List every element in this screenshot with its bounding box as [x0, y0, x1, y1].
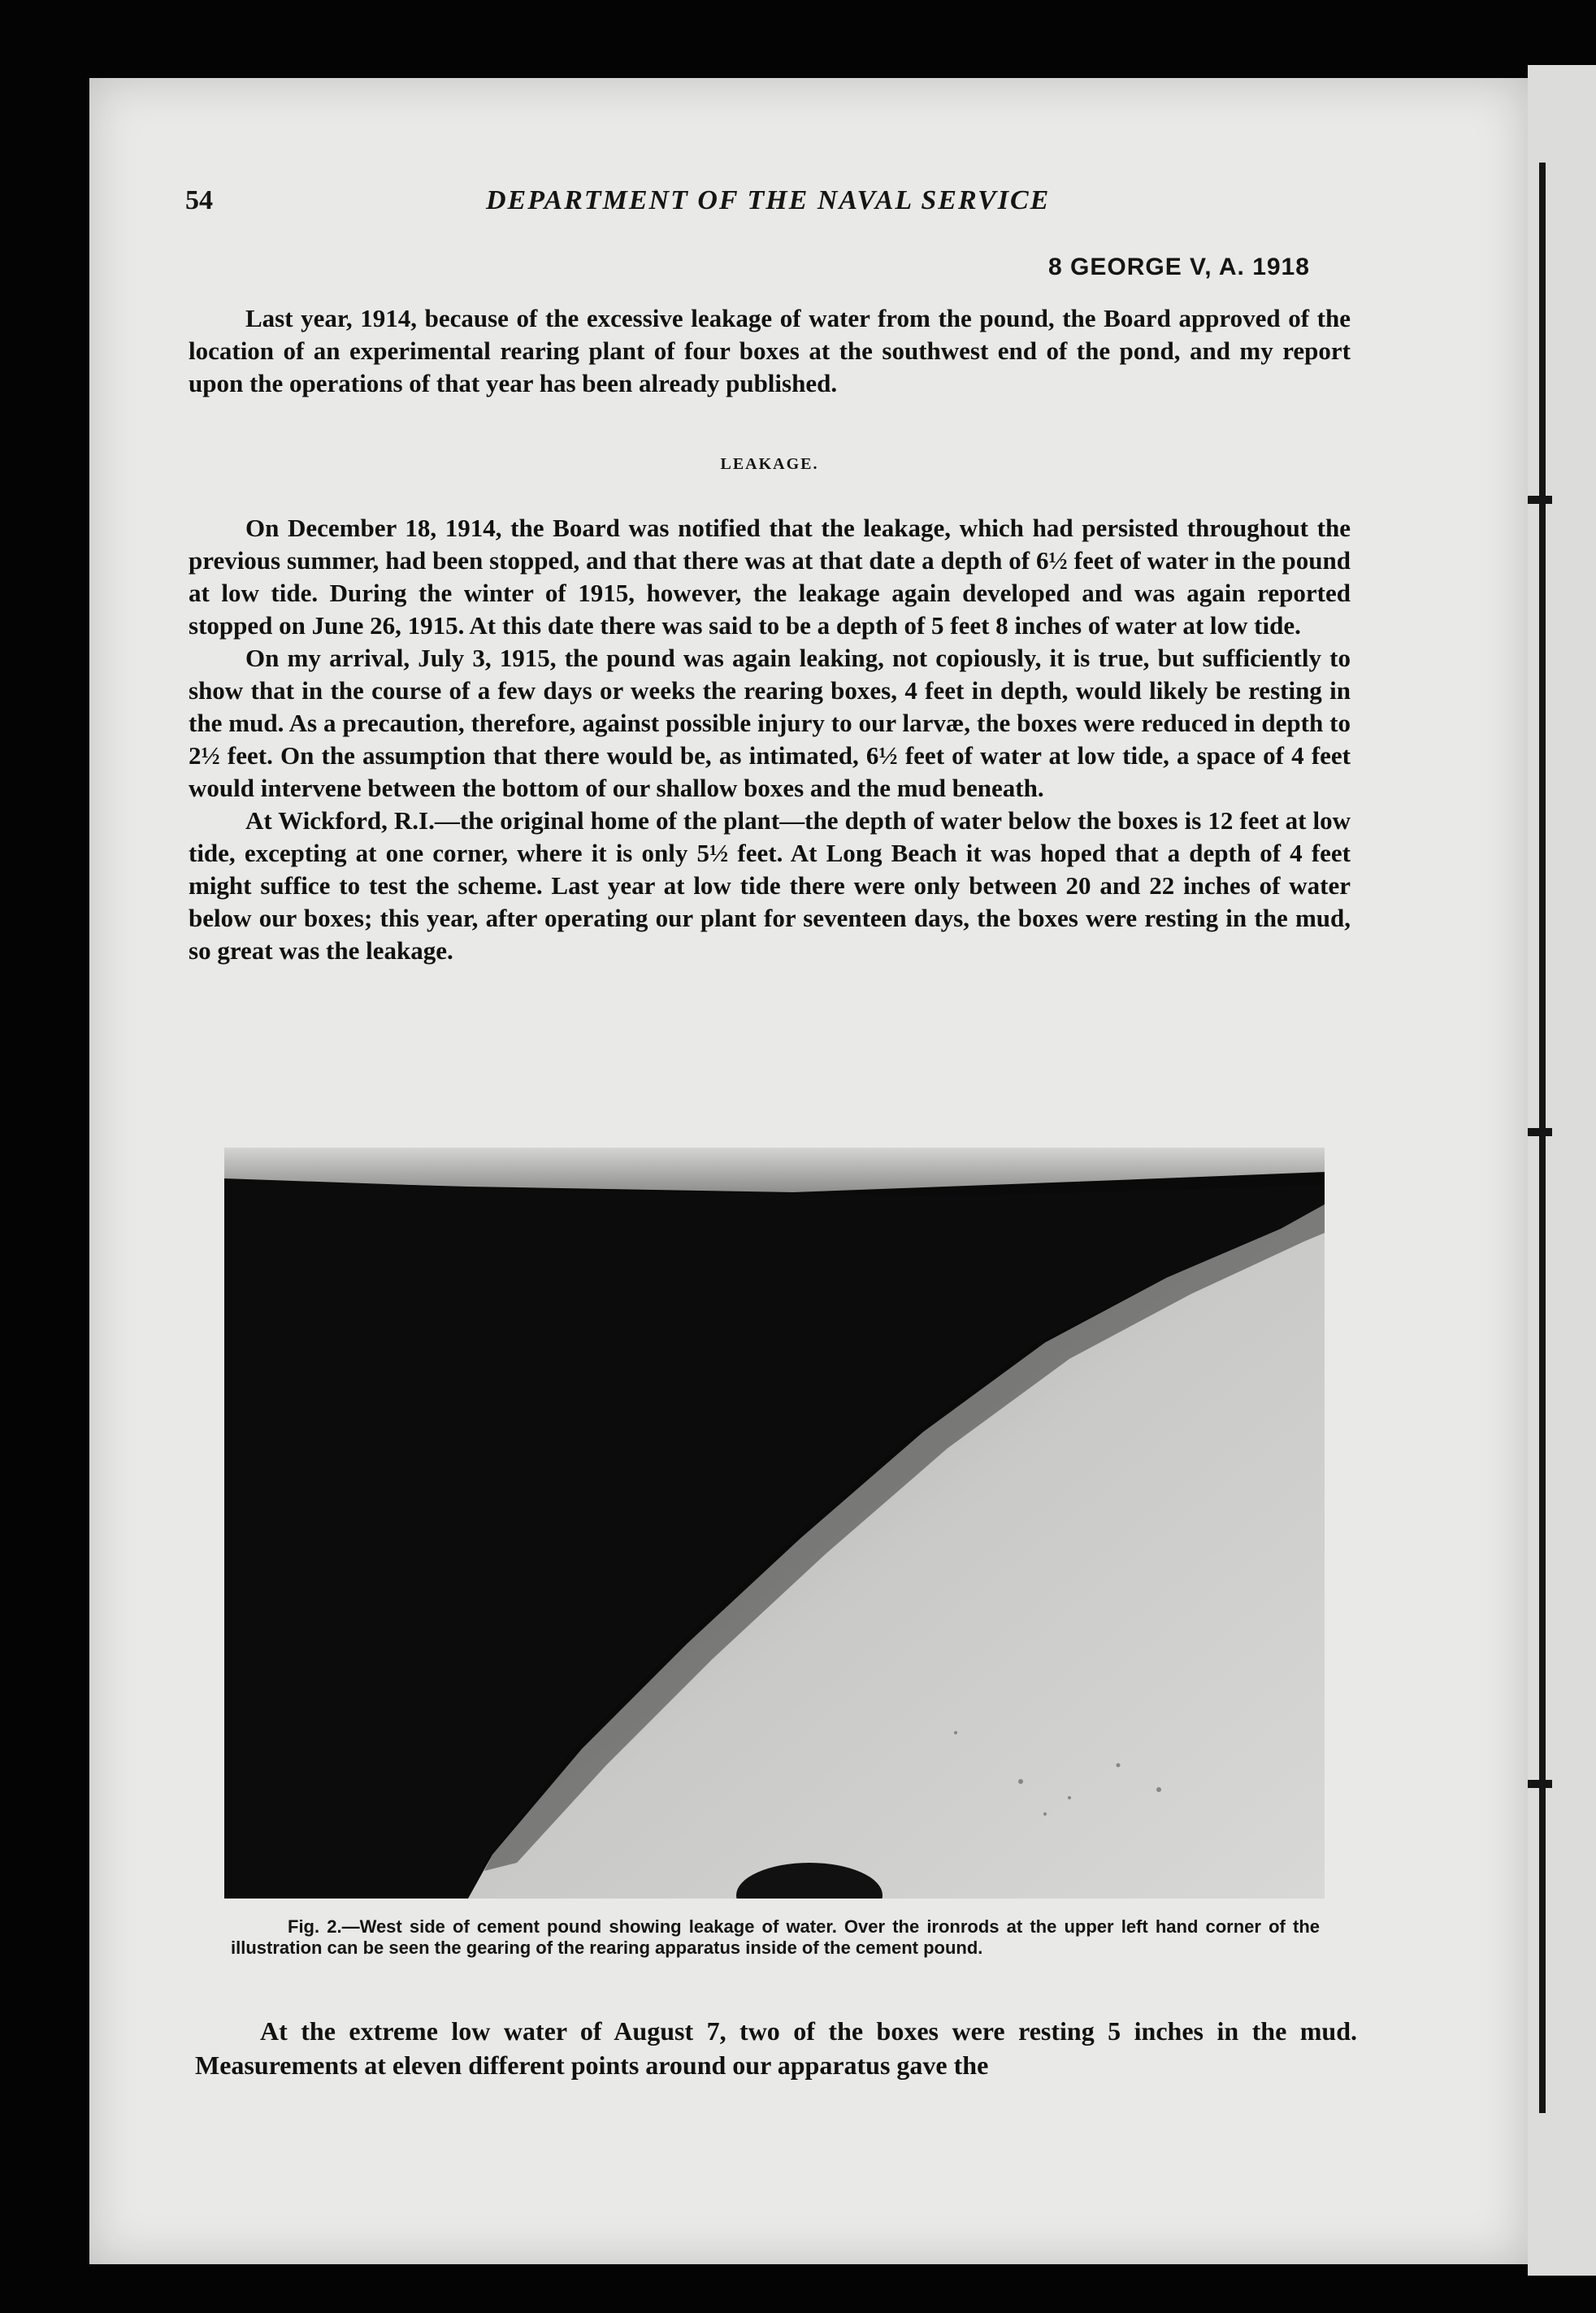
binding-mark	[1528, 1128, 1552, 1136]
leakage-paragraph-2: On my arrival, July 3, 1915, the pound was again leaking, not copiously, it is true, but sufficiently to show that in the course of a few days or weeks the rearing boxes, 4 feet in depth, would likely be resting in the mud. As a precaution, therefore, against possible injury to our larvæ, the boxes were reduced in depth to 2½ feet. On the assumption that there would be, as intimated, 6½ feet of water at low tide, a space of 4 feet would intervene between the bottom of our shallow boxes and the mud beneath.	[189, 644, 1351, 802]
leakage-section	[189, 512, 1351, 967]
section-heading: LEAKAGE.	[720, 455, 819, 473]
running-header	[185, 185, 1355, 226]
continuation-paragraph: At the extreme low water of August 7, two of the boxes were resting 5 inches in the mud. Measurements at eleven different points around our apparatus gave the	[195, 2016, 1357, 2080]
binding-mark	[1528, 496, 1552, 504]
leakage-paragraph-1: On December 18, 1914, the Board was notified that the leakage, which had persisted throughout the previous summer, had been stopped, and that there was at that date a depth of 6½ feet of water in the pound at low tide. During the winter of 1915, however, the leakage again developed and was again reported stopped on June 26, 1915. At this date there was said to be a depth of 5 feet 8 inches of water at low tide.	[189, 514, 1351, 640]
binding-shadow	[1539, 163, 1546, 2113]
intro-paragraph: Last year, 1914, because of the excessive leakage of water from the pound, the Board approved of the location of an experimental rearing plant of four boxes at the southwest end of the pond, and my report upon the operations of that year has been already published.	[189, 304, 1351, 397]
binding-mark	[1528, 1780, 1552, 1788]
session-label: 8 GEORGE V, A. 1918	[1048, 254, 1310, 280]
leakage-paragraph-3: At Wickford, R.I.—the original home of the plant—the depth of water below the boxes is 12 feet at low tide, excepting at one corner, where it is only 5½ feet. At Long Beach it was hoped that a depth of 4 feet might suffice to test the scheme. Last year at low tide there were only between 20 and 22 inches of water below our boxes; this year, after operating our plant for seventeen days, the boxes were resting in the mud, so great was the leakage.	[189, 806, 1351, 965]
figure-caption: Fig. 2.—West side of cement pound showing leakage of water. Over the ironrods at the upper left hand corner of the illustration can be seen the gearing of the rearing apparatus inside of the cement pound.	[231, 1916, 1320, 1958]
pound-photo-illustration	[224, 1148, 1325, 1899]
page-number: 54	[185, 185, 213, 215]
figure-photograph	[224, 1148, 1325, 1899]
department-title: DEPARTMENT OF THE NAVAL SERVICE	[486, 185, 1051, 215]
facing-page-edge	[1528, 65, 1596, 2276]
